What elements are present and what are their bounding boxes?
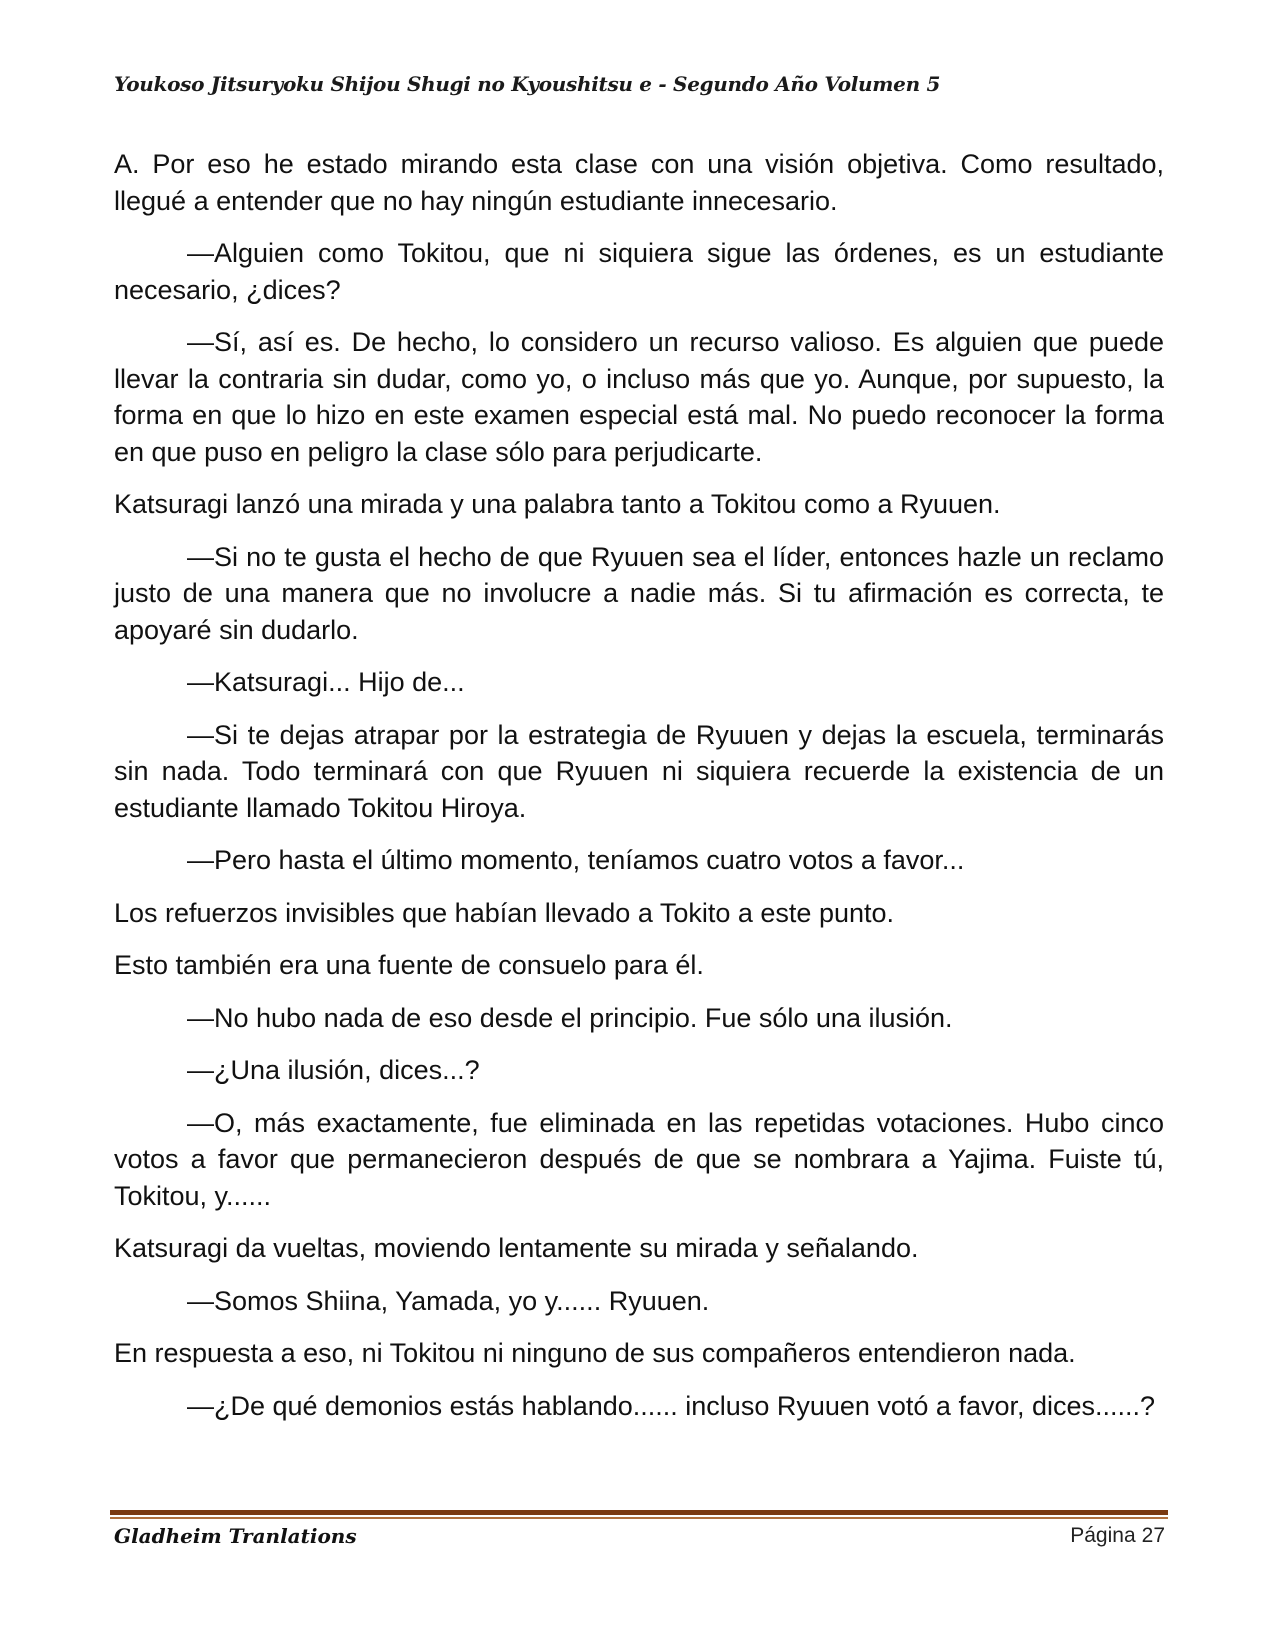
footer-divider: [110, 1510, 1168, 1515]
paragraph: —Sí, así es. De hecho, lo considero un recurso valioso. Es alguien que puede llevar la contraria sin dudar, como yo, o incluso más que yo. Aunque, por supuesto, la forma en que lo hizo en este examen especial está mal. No puedo reconocer la forma en que puso en peligro la clase sólo para perjudicarte.: [114, 327, 1164, 467]
paragraph: —Si te dejas atrapar por la estrategia de Ryuuen y dejas la escuela, terminarás sin nada. Todo terminará con que Ryuuen ni siquiera recuerde la existencia de un estudiante llamado Tokitou Hiroya.: [114, 719, 1164, 823]
page-number: 27: [1141, 1524, 1165, 1547]
paragraph: Katsuragi da vueltas, moviendo lentamente su mirada y señalando.: [114, 1233, 919, 1263]
paragraph: —Katsuragi... Hijo de...: [187, 667, 465, 697]
paragraph: Esto también era una fuente de consuelo para él.: [114, 950, 704, 980]
paragraph: —¿De qué demonios estás hablando...... incluso Ryuuen votó a favor, dices......?: [187, 1390, 1156, 1421]
paragraph: —Somos Shiina, Yamada, yo y...... Ryuuen.: [187, 1285, 710, 1316]
paragraph: A. Por eso he estado mirando esta clase con una visión objetiva. Como resultado, llegué a entender que no hay ningún estudiante innecesario.: [114, 149, 1164, 216]
page-number-block: [1070, 1524, 1165, 1548]
footer-divider-thin: [110, 1517, 1168, 1519]
paragraph: —Pero hasta el último momento, teníamos cuatro votos a favor...: [187, 845, 965, 875]
paragraph: Los refuerzos invisibles que habían llevado a Tokito a este punto.: [114, 897, 895, 928]
paragraph: —No hubo nada de eso desde el principio. Fue sólo una ilusión.: [187, 1002, 953, 1033]
paragraph: —¿Una ilusión, dices...?: [187, 1055, 480, 1085]
page-label: Página: [1070, 1524, 1136, 1547]
paragraph: En respuesta a eso, ni Tokitou ni ninguno de sus compañeros entendieron nada.: [114, 1338, 1076, 1368]
paragraph: —Si no te gusta el hecho de que Ryuuen sea el líder, entonces hazle un reclamo justo de una manera que no involucre a nadie más. Si tu afirmación es correcta, te apoyaré sin dudarlo.: [114, 541, 1164, 645]
running-header: Youkoso Jitsuryoku Shijou Shugi no Kyoushitsu e - Segundo Año Volumen 5: [114, 72, 941, 96]
footer-credit: Gladheim Tranlations: [114, 1524, 357, 1548]
paragraph: —Alguien como Tokitou, que ni siquiera sigue las órdenes, es un estudiante necesario, ¿dices?: [114, 238, 1164, 305]
paragraph: —O, más exactamente, fue eliminada en las repetidas votaciones. Hubo cinco votos a favor que permanecieron después de que se nombrara a Yajima. Fuiste tú, Tokitou, y......: [114, 1107, 1164, 1211]
body-text: [114, 146, 1164, 1440]
paragraph: Katsuragi lanzó una mirada y una palabra tanto a Tokitou como a Ryuuen.: [114, 489, 1001, 519]
